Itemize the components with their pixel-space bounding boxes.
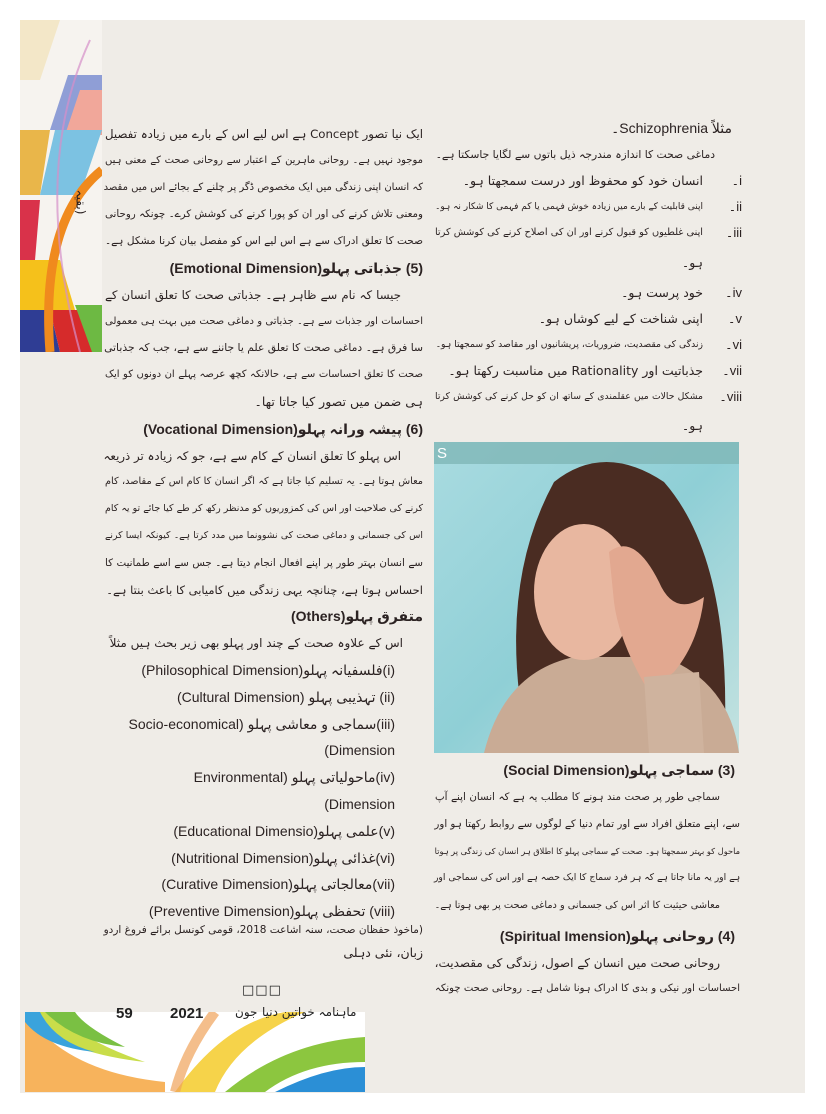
top-left-decoration — [20, 20, 102, 352]
paragraph-line: ہی ضمن میں تصور کیا جاتا تھا۔ — [254, 394, 423, 409]
paragraph-line: سے، اپنے متعلق افراد سے اور تمام دنیا کے لوگوں سے روابط رکھتا ہو اور — [434, 818, 740, 830]
paragraph-line: جیسا کہ نام سے ظاہر ہے۔ جذباتی صحت کا تعلق انسان کے — [105, 287, 401, 302]
dimension-list-item: (v)علمی پہلو(Educational Dimensio) — [173, 822, 395, 839]
criteria-list-item: اپنی قابلیت کے بارے میں زیادہ خوش فہمی یا کم فہمی کا شکار نہ ہو۔ — [435, 202, 703, 212]
paragraph-line: سے انسان بہتر طور پر اپنے افعال انجام دیتا ہے۔ جس سے اسے طمانیت کا — [105, 556, 423, 569]
paragraph-line: معاشی حیثیت کا اثر اس کی جسمانی و دماغی صحت پر بھی ہوتا ہے۔ — [434, 900, 720, 911]
paragraph-line: موجود نہیں ہے۔ روحانی ماہرین کے اعتبار سے روحانی صحت کے معنی ہیں — [105, 154, 423, 166]
paragraph-line: سا فرق ہے۔ دماغی صحت کا تعلق علم یا جاننے سے ہے، جب کہ جذباتی — [104, 341, 423, 355]
list-number: v۔ — [727, 311, 742, 326]
end-separator: □□□ — [242, 983, 282, 998]
criteria-list-item: مشکل حالات میں عقلمندی کے ساتھ ان کو حل کرنے کی کوشش کرتا — [435, 391, 703, 402]
dimension-list-item: (i)فلسفیانہ پہلو(Philosophical Dimension) — [141, 662, 395, 678]
list-number: ii۔ — [728, 199, 742, 214]
heading-emotional: (5) جذباتی پہلو(Emotional Dimension) — [169, 260, 423, 276]
side-note: (بقیہ — [73, 189, 88, 215]
heading-vocational: (6) پیشہ ورانہ پہلو(Vocational Dimension) — [143, 420, 423, 437]
paragraph-line: ماحول کو بہتر سمجھتا ہو۔ صحت کے سماجی پہلو کا اطلاق ہر انسان کی زندگی پر ہوتا — [434, 846, 740, 856]
list-number: iii۔ — [725, 225, 742, 240]
criteria-list-item: اپنی غلطیوں کو قبول کرنے اور ان کی اصلاح کرنے کی کوشش کرتا — [434, 227, 703, 238]
heading-others: متفرق پہلو(Others) — [291, 608, 423, 625]
paragraph-line: اس پہلو کا تعلق انسان کے کام سے ہے، جو کہ زیادہ تر ذریعہ — [103, 448, 401, 463]
dimension-list-item: (ii) تہذیبی پہلو (Cultural Dimension) — [176, 688, 395, 705]
stressed-woman-photo — [434, 442, 739, 753]
list-number: i۔ — [731, 173, 742, 188]
list-number: vii۔ — [722, 363, 742, 378]
footer-swirl-decoration — [25, 1012, 365, 1092]
list-number: viii۔ — [719, 389, 742, 404]
criteria-list-continuation: ہو۔ — [681, 418, 703, 433]
paragraph-line: صحت کا تعلق ادراک سے ہے اس لیے اس کو مفصل بیان کرنا مشکل ہے۔ — [105, 235, 423, 248]
criteria-list-item: زندگی کی مقصدیت، ضروریات، پریشانیوں اور مقاصد کو سمجھتا ہو۔ — [435, 339, 703, 350]
paragraph-line: احساس ہوتا ہے، چنانچہ یہی زندگی میں کامیابی کا باعث بنتا ہے۔ — [106, 582, 423, 597]
page-number: 59 — [116, 1005, 133, 1022]
magazine-title: ماہنامہ خواتین دنیا — [262, 1005, 357, 1019]
paragraph-line: کہ انسان اپنی زندگی میں ایک مخصوص ڈگر پر چلنے کے بجائے اس میں مقصد — [103, 181, 423, 193]
paragraph-line: روحانی صحت میں انسان کے اصول، زندگی کی مقصدیت، — [434, 956, 720, 970]
list-number: vi۔ — [724, 337, 742, 352]
paragraph-line: کرنے کی صلاحیت اور اس کی کمزوریوں کو مدنظر رکھ کر طے کیا جائے تو یہ کام — [105, 503, 423, 515]
paragraph-line: ومعنی تلاش کرنے کی اور ان کو پورا کرنے کی کوشش کرے۔ چونکہ روحانی — [105, 208, 423, 221]
paragraph-line: اس کی جسمانی و دماغی صحت کی نشوونما میں مدد کرتا ہے۔ کیونکہ ایسا کرنے — [105, 530, 423, 541]
dimension-list-item: Dimension) — [324, 796, 395, 812]
heading-social: (3) سماجی پہلو(Social Dimension) — [503, 762, 735, 778]
intro-line: دماغی صحت کا اندازہ مندرجہ ذیل باتوں سے لگایا جاسکتا ہے۔ — [435, 148, 715, 161]
dimension-list-item: (iv)ماحولیاتی پہلو (Environmental — [193, 769, 395, 786]
issue-year: 2021 — [170, 1005, 204, 1022]
photo-label: S — [437, 445, 448, 462]
criteria-list-item: خود پرست ہو۔ — [621, 285, 703, 300]
dimension-list-item: (vi)غذائی پہلو(Nutritional Dimension) — [171, 849, 395, 866]
heading-spiritual: (4) روحانی پہلو(Spiritual Imension) — [499, 928, 735, 944]
paragraph-line: اس کے علاوہ صحت کے چند اور پہلو بھی زیر بحث ہیں مثلاً — [109, 636, 403, 651]
dimension-list-item: Dimension) — [324, 742, 395, 759]
criteria-list-item: جذباتیت اور Rationality میں مناسبت رکھتا ہو۔ — [448, 363, 703, 378]
paragraph-line: ایک نیا تصور Concept ہے اس لیے اس کے بارے میں زیادہ تفصیل — [105, 127, 423, 141]
dimension-list-item: (iii)سماجی و معاشی پہلو (Socio-economical — [128, 715, 395, 732]
paragraph-line: معاش ہوتا ہے۔ یہ تسلیم کیا جاتا ہے کہ اگر انسان کا کام اس کے مقاصد، کام — [105, 476, 423, 488]
paragraph-line: احساسات اور نیکی و بدی کا ادراک ہونا شامل ہے۔ روحانی صحت چونکہ — [435, 983, 740, 994]
intro-line: مثلاً Schizophrenia۔ — [611, 120, 732, 136]
issue-month: جون — [235, 1005, 258, 1019]
criteria-list-item: اپنی شناخت کے لیے کوشاں ہو۔ — [538, 311, 703, 326]
paragraph-line: (ماخوذ حفظان صحت، سنہ اشاعت 2018، قومی کونسل برائے فروغ اردو — [103, 924, 423, 936]
criteria-list-continuation: ہو۔ — [681, 255, 703, 270]
criteria-list-item: انسان خود کو محفوظ اور درست سمجھتا ہو۔ — [462, 173, 703, 188]
paragraph-line: زبان، نئی دہلی — [343, 945, 423, 960]
paragraph-line: صحت کا تعلق احساسات سے ہے، حالانکہ کچھ عرصہ پہلے ان دونوں کو ایک — [105, 369, 423, 381]
paragraph-line: ہے اور یہ مانا جاتا ہے کہ ہر فرد سماج کا ایک حصہ ہے اور اس کی سماجی اور — [433, 872, 740, 883]
paragraph-line: سماجی طور پر صحت مند ہونے کا مطلب یہ ہے کہ انسان اپنے آپ — [435, 791, 720, 803]
dimension-list-item: (viii) تحفظی پہلو(Preventive Dimension) — [148, 903, 395, 920]
dimension-list-item: (vii)معالجاتی پہلو(Curative Dimension) — [161, 876, 395, 893]
list-number: iv۔ — [724, 285, 742, 300]
paragraph-line: احساسات اور جذبات سے ہے۔ جذباتی و دماغی صحت میں بہت ہی معمولی — [105, 315, 423, 327]
